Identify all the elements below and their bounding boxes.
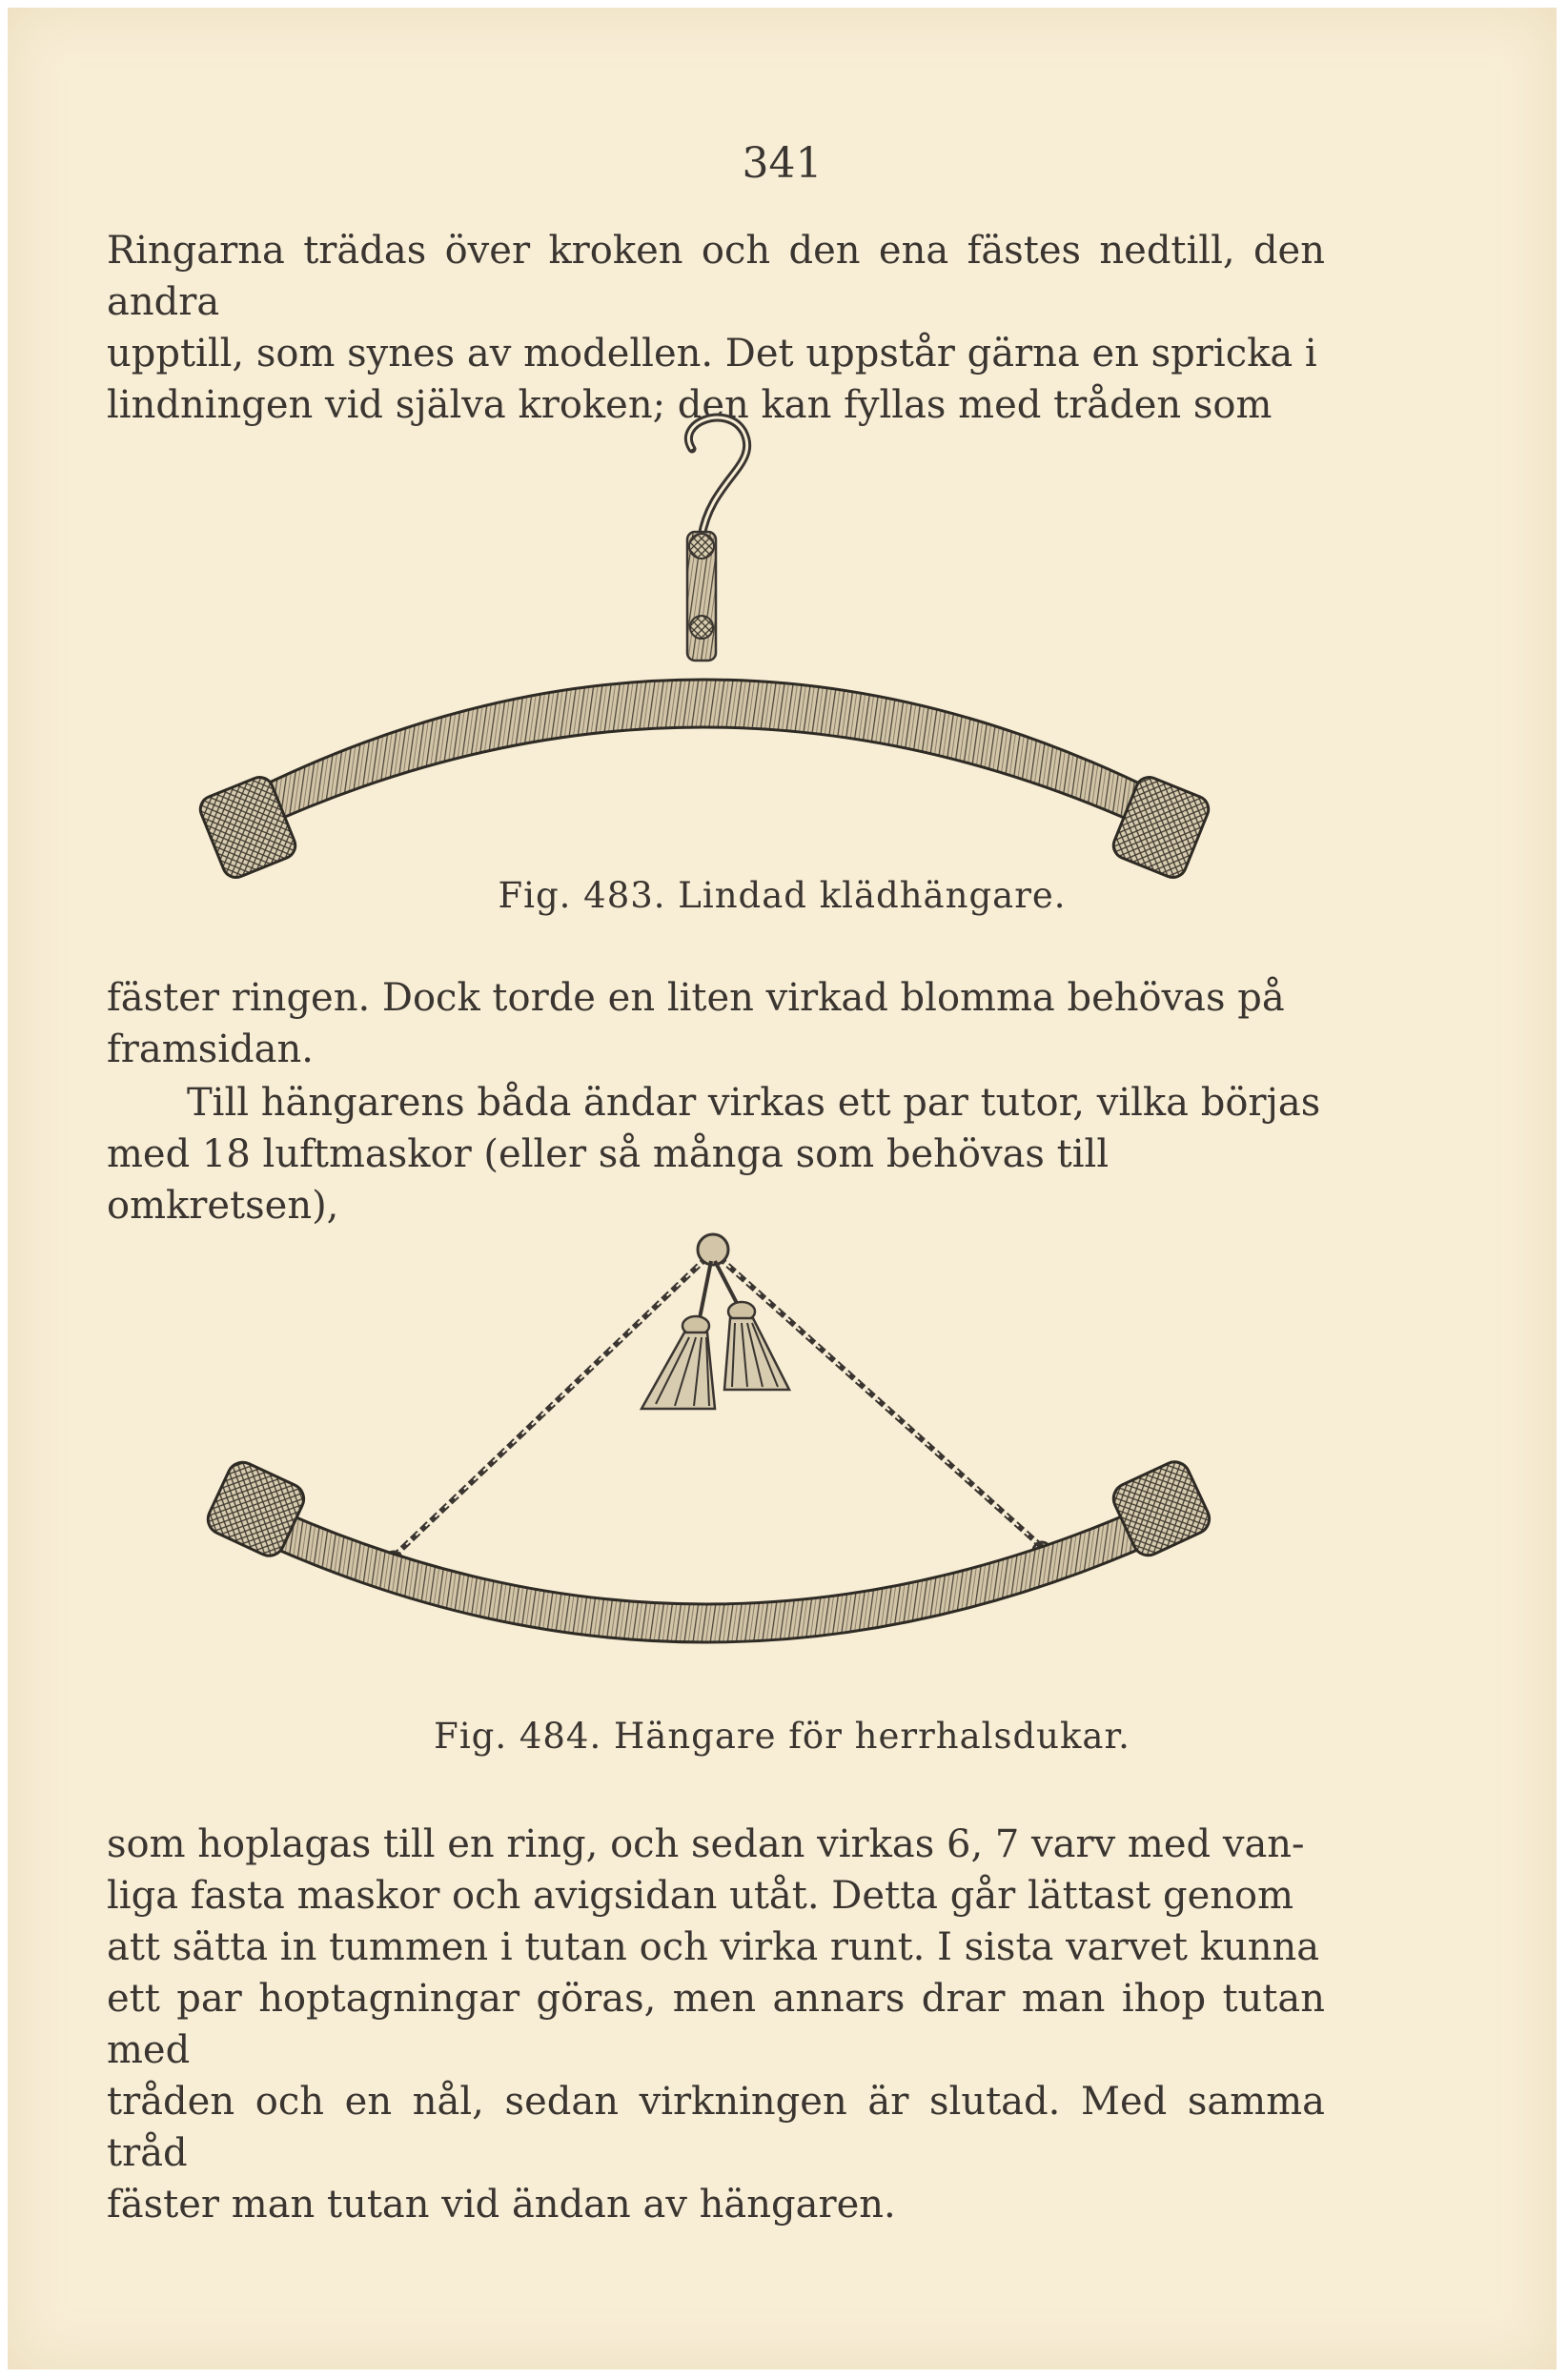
- figure-484-caption: Fig. 484. Hängare för herrhalsdukar.: [434, 1716, 1130, 1757]
- top-knot: [698, 1234, 728, 1265]
- figure-483-caption: Fig. 483. Lindad klädhängare.: [498, 875, 1067, 916]
- text-line: tråden och en nål, sedan virkningen är slutad. Med samma tråd: [107, 2080, 1325, 2175]
- text-line: med 18 luftmaskor (eller så många som behövas till omkretsen),: [107, 1132, 1110, 1228]
- text-line: upptill, som synes av modellen. Det uppstår gärna en spricka i: [107, 332, 1317, 376]
- text-line: liga fasta maskor och avigsidan utåt. Detta går lättast genom: [107, 1874, 1294, 1918]
- text-line: som hoplagas till en ring, och sedan virkas 6, 7 varv med van-: [107, 1822, 1305, 1866]
- right-cord: [718, 1256, 1042, 1547]
- text-line: fäster man tutan vid ändan av hängaren.: [107, 2183, 896, 2227]
- text-line: lindningen vid själva kroken; den kan fyllas med tråden som: [107, 383, 1273, 427]
- text-line: fäster ringen. Dock torde en liten virkad blomma behövas på: [107, 976, 1285, 1020]
- paragraph-till-hangarens: [107, 1077, 1325, 1231]
- text-line: framsidan.: [107, 1027, 314, 1071]
- paragraph-faster-ringen: [107, 972, 1325, 1075]
- figure-484-scarf-hanger-illustration: [8, 1213, 1557, 1699]
- book-page: [8, 8, 1557, 2370]
- text-line: att sätta in tummen i tutan och virka runt. I sista varvet kunna: [107, 1925, 1320, 1969]
- text-line: Ringarna trädas över kroken och den ena fästes nedtill, den andra: [107, 229, 1325, 324]
- paragraph-ringarna: [107, 225, 1325, 431]
- right-tassel: [715, 1261, 789, 1390]
- figure-483-hanger-illustration: [8, 413, 1557, 889]
- text-line: Till hängarens båda ändar virkas ett par tutor, vilka börjas: [187, 1081, 1321, 1125]
- page-number: 341: [742, 139, 823, 188]
- text-line: ett par hoptagningar göras, men annars drar man ihop tutan med: [107, 1977, 1325, 2072]
- paragraph-som-hoplagas: [107, 1819, 1325, 2230]
- hanger-body: [246, 680, 1161, 832]
- hanger-bar: [251, 1499, 1166, 1642]
